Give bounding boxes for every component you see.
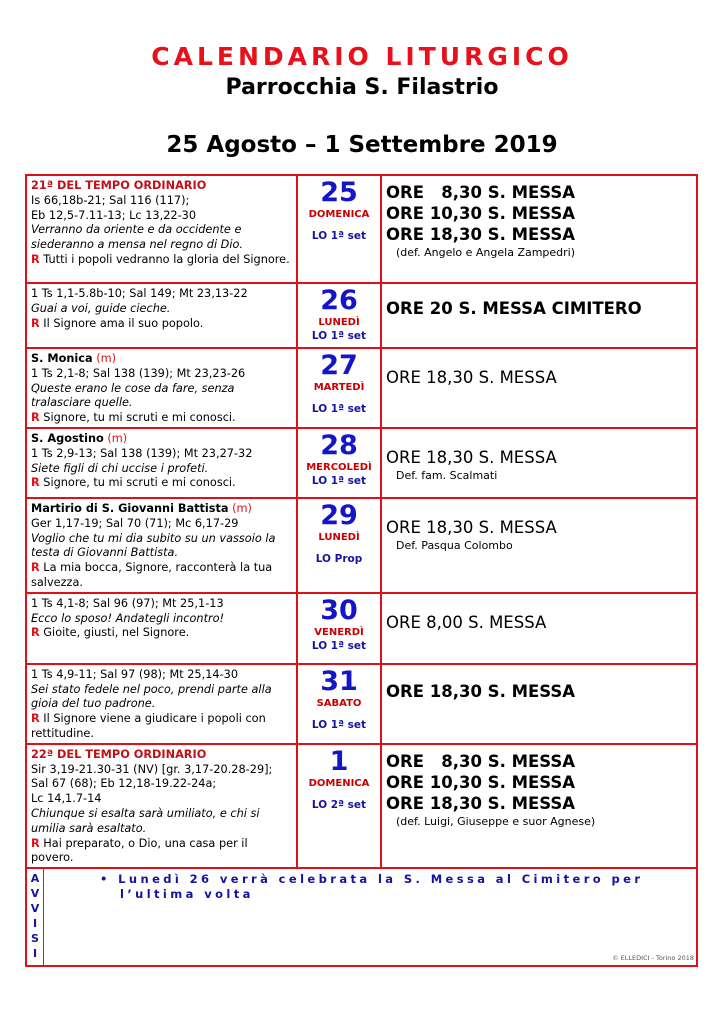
date-cell — [297, 175, 381, 283]
scripture-references: 1 Ts 4,1-8; Sal 96 (97); Mt 25,1-13 — [31, 596, 224, 610]
readings-cell — [26, 283, 297, 348]
avvisi-letter: S — [31, 932, 39, 946]
psalm-response: Signore, tu mi scruti e mi conosci. — [43, 411, 236, 425]
day-heading: 21ª DEL TEMPO ORDINARIO — [31, 179, 207, 192]
response-marker: R — [31, 316, 40, 330]
day-heading: S. Agostino — [31, 431, 104, 445]
day-row — [26, 283, 697, 348]
memorial-tag: (m) — [232, 501, 252, 515]
day-row — [26, 175, 697, 283]
gospel-quote: Verranno da oriente e da occidente e siederanno a mensa nel regno di Dio. — [31, 223, 244, 252]
liturgy-hours-week: LO 1ª set — [311, 639, 367, 652]
day-number: 28 — [320, 429, 358, 461]
memorial-tag: (m) — [96, 352, 117, 365]
gospel-quote: Queste erano le cose da fare, senza tralasciare quelle. — [31, 381, 235, 410]
psalm-response: Il Signore ama il suo popolo. — [43, 316, 204, 330]
readings-cell — [26, 744, 297, 868]
psalm-response: La mia bocca, Signore, racconterà la tua salvezza. — [31, 561, 273, 589]
readings-cell — [26, 664, 297, 744]
avvisi-letter: I — [32, 947, 38, 961]
liturgy-hours-week: LO 1ª set — [311, 330, 367, 342]
gospel-quote: Sei stato fedele nel poco, prendi parte alla gioia del tuo padrone. — [31, 682, 272, 711]
bullet: • — [100, 872, 111, 887]
date-cell — [297, 744, 381, 868]
copyright-footer: © ELLEDICI - Torino 2018 — [612, 954, 694, 962]
scripture-references: Sir 3,19-21.30-31 (NV) [gr. 3,17-20.28-29]; — [31, 762, 273, 776]
psalm-response: Il Signore viene a giudicare i popoli con rettitudine. — [31, 712, 266, 740]
avvisi-line-1: Lunedì 26 verrà celebrata la S. Messa al Cimitero per — [118, 872, 644, 887]
scripture-references: Ger 1,17-19; Sal 70 (71); Mc 6,17-29 — [31, 516, 239, 530]
avvisi-letter: V — [30, 902, 40, 916]
weekday-name: VENERDÌ — [314, 626, 364, 638]
scripture-references: 1 Ts 4,9-11; Sal 97 (98); Mt 25,14-30 — [31, 667, 239, 681]
mass-time: ORE 8,30 S. MESSA — [386, 183, 576, 202]
response-marker: R — [31, 252, 40, 266]
date-cell — [297, 593, 381, 664]
avvisi-text — [44, 869, 643, 965]
response-marker: R — [31, 476, 40, 490]
gospel-quote: Voglio che tu mi dia subito su un vassoio la testa di Giovanni Battista. — [31, 531, 276, 560]
readings-cell — [26, 428, 297, 498]
scripture-references: Lc 14,1.7-14 — [31, 792, 102, 806]
liturgical-calendar-table — [25, 174, 698, 967]
mass-schedule-cell — [381, 283, 697, 348]
mass-time: ORE 18,30 S. MESSA — [386, 517, 557, 537]
date-cell — [297, 283, 381, 348]
liturgy-hours-week: LO 1ª set — [311, 230, 367, 242]
weekday-name: SABATO — [316, 697, 362, 709]
weekday-name: LUNEDÌ — [318, 317, 360, 328]
mass-time: ORE 18,30 S. MESSA — [386, 368, 557, 387]
scripture-references: 1 Ts 2,1-8; Sal 138 (139); Mt 23,23-26 — [31, 366, 246, 380]
mass-schedule-cell — [381, 744, 697, 868]
response-marker: R — [31, 712, 40, 726]
avvisi-label — [27, 869, 44, 965]
mass-time: ORE 18,30 S. MESSA — [386, 793, 576, 813]
mass-time: ORE 18,30 S. MESSA — [386, 681, 576, 701]
weekday-name: MARTEDÌ — [313, 382, 365, 393]
mass-time: ORE 18,30 S. MESSA — [386, 447, 557, 467]
scripture-references: 1 Ts 1,1-5.8b-10; Sal 149; Mt 23,13-22 — [31, 287, 248, 300]
liturgy-hours-week: LO Prop — [315, 552, 363, 565]
readings-cell — [26, 348, 297, 428]
day-number: 31 — [320, 665, 358, 697]
gospel-quote: Ecco lo sposo! Andategli incontro! — [31, 611, 225, 625]
gospel-quote: Chiunque si esalta sarà umiliato, e chi si umilia sarà esaltato. — [31, 806, 260, 835]
page-title: CALENDARIO LITURGICO — [151, 42, 573, 71]
memorial-tag: (m) — [107, 431, 128, 445]
mass-time: ORE 10,30 S. MESSA — [386, 772, 576, 792]
avvisi-row — [26, 868, 697, 966]
mass-time: ORE 8,30 S. MESSA — [386, 751, 576, 771]
mass-time: ORE 10,30 S. MESSA — [386, 204, 576, 223]
psalm-response: Hai preparato, o Dio, una casa per il povero. — [31, 836, 248, 865]
psalm-response: Tutti i popoli vedranno la gloria del Signore. — [43, 252, 290, 266]
avvisi-letter: I — [32, 917, 38, 931]
day-row — [26, 664, 697, 744]
response-marker: R — [31, 626, 40, 640]
day-heading: S. Monica — [31, 352, 93, 365]
date-cell — [297, 348, 381, 428]
day-heading: Martirio di S. Giovanni Battista — [31, 501, 229, 515]
weekday-name: DOMENICA — [308, 209, 370, 220]
day-row — [26, 348, 697, 428]
mass-schedule-cell — [381, 664, 697, 744]
readings-cell — [26, 175, 297, 283]
mass-schedule-cell — [381, 175, 697, 283]
intention-note: (def. Angelo e Angela Zampedri) — [396, 246, 576, 259]
parish-name: Parrocchia S. Filastrio — [225, 75, 499, 100]
scripture-references: Eb 12,5-7.11-13; Lc 13,22-30 — [31, 208, 197, 222]
day-heading: 22ª DEL TEMPO ORDINARIO — [31, 747, 207, 761]
mass-schedule-cell — [381, 593, 697, 664]
weekday-name: MERCOLEDÌ — [306, 461, 372, 473]
avvisi-letter: V — [30, 887, 40, 901]
mass-schedule-cell — [381, 498, 697, 593]
day-number: 26 — [320, 285, 358, 316]
scripture-references: 1 Ts 2,9-13; Sal 138 (139); Mt 23,27-32 — [31, 446, 253, 460]
response-marker: R — [31, 561, 40, 575]
mass-time: ORE 18,30 S. MESSA — [386, 225, 576, 244]
scripture-references: Sal 67 (68); Eb 12,18-19.22-24a; — [31, 777, 217, 791]
day-number: 27 — [320, 350, 358, 381]
psalm-response: Signore, tu mi scruti e mi conosci. — [43, 476, 236, 490]
weekday-name: LUNEDÌ — [318, 531, 360, 543]
intention-note: (def. Luigi, Giuseppe e suor Agnese) — [396, 814, 596, 828]
date-range: 25 Agosto – 1 Settembre 2019 — [166, 132, 558, 158]
mass-schedule-cell — [381, 428, 697, 498]
mass-time: ORE 20 S. MESSA CIMITERO — [386, 299, 642, 318]
intention-note: Def. Pasqua Colombo — [396, 538, 513, 552]
response-marker: R — [31, 411, 40, 425]
day-number: 25 — [320, 177, 358, 208]
day-row — [26, 744, 697, 868]
avvisi-line-2: l’ultima volta — [120, 887, 254, 902]
response-marker: R — [31, 836, 40, 850]
liturgy-hours-week: LO 2ª set — [311, 798, 367, 811]
date-cell — [297, 428, 381, 498]
avvisi-cell — [26, 868, 697, 966]
day-row — [26, 428, 697, 498]
day-number: 29 — [320, 499, 358, 531]
intention-note: Def. fam. Scalmati — [396, 468, 498, 482]
liturgy-hours-week: LO 1ª set — [311, 718, 367, 731]
day-number: 1 — [329, 745, 349, 777]
liturgy-hours-week: LO 1ª set — [311, 474, 367, 487]
gospel-quote: Siete figli di chi uccise i profeti. — [31, 461, 209, 475]
readings-cell — [26, 593, 297, 664]
gospel-quote: Guai a voi, guide cieche. — [31, 301, 171, 315]
date-cell — [297, 664, 381, 744]
weekday-name: DOMENICA — [308, 777, 370, 789]
readings-cell — [26, 498, 297, 593]
mass-schedule-cell — [381, 348, 697, 428]
mass-time: ORE 8,00 S. MESSA — [386, 612, 547, 632]
liturgy-hours-week: LO 1ª set — [311, 403, 367, 415]
day-row — [26, 593, 697, 664]
psalm-response: Gioite, giusti, nel Signore. — [43, 626, 190, 640]
avvisi-letter: A — [30, 872, 40, 886]
day-row — [26, 498, 697, 593]
date-cell — [297, 498, 381, 593]
day-number: 30 — [320, 594, 358, 626]
scripture-references: Is 66,18b-21; Sal 116 (117); — [31, 193, 190, 207]
